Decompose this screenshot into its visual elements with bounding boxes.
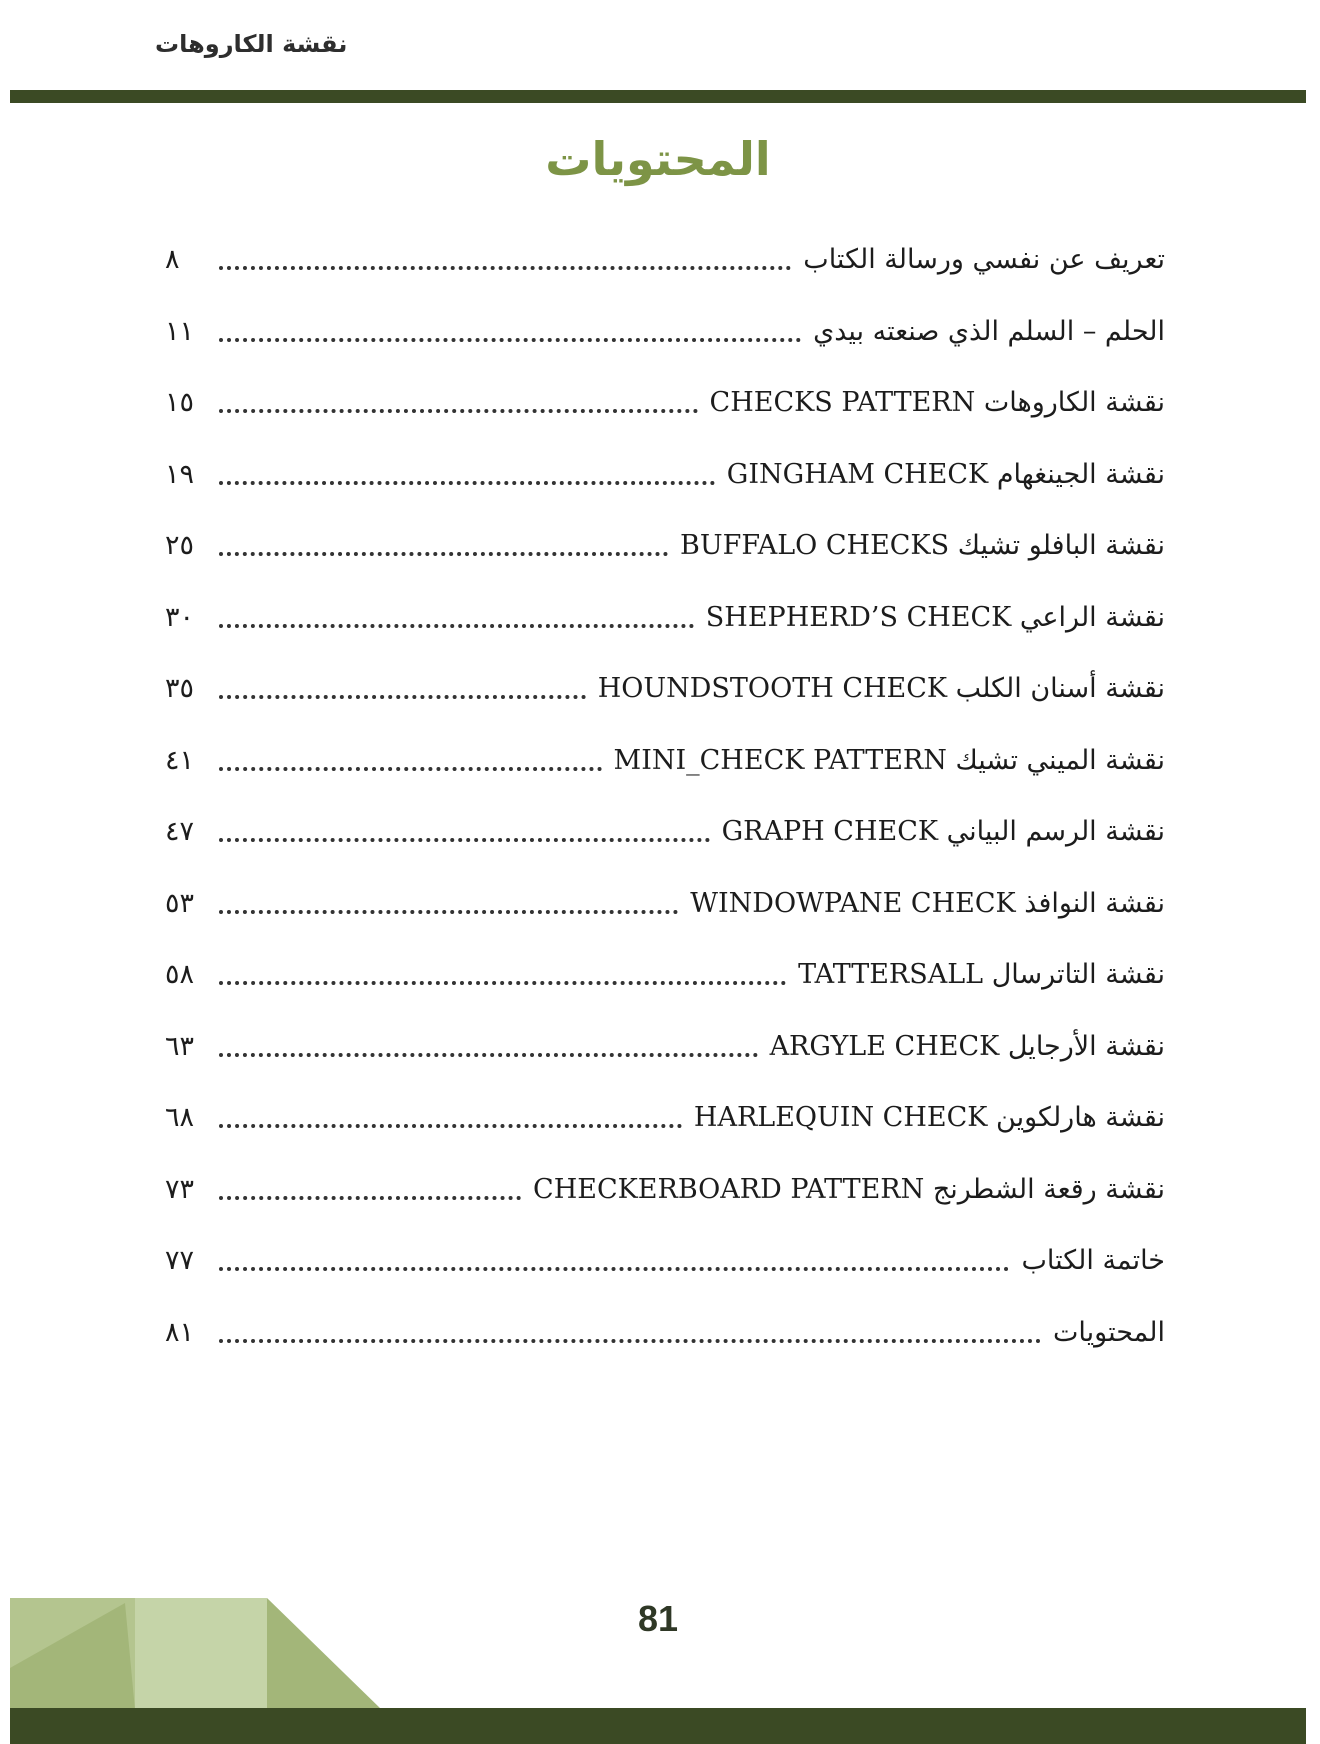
toc-entry-title: نقشة التاترسال TATTERSALL [798,959,1165,990]
toc-entry-page: ١٩ [165,458,195,490]
toc-entry[interactable] [165,1241,1165,1313]
toc-leader-dots [219,1098,682,1128]
toc-entry-page: ٧٣ [165,1173,195,1205]
toc-leader-dots [219,240,791,270]
toc-entry-page: ٧٧ [165,1245,195,1276]
toc-entry-page: ٥٨ [165,959,195,990]
toc-leader-dots [219,526,668,556]
toc-entry-title: تعريف عن نفسي ورسالة الكتاب [803,244,1165,275]
page-title: المحتويات [545,132,771,186]
toc-leader-dots [219,1313,1041,1343]
toc-entry-title: نقشة البافلو تشيك BUFFALO CHECKS [680,530,1165,561]
toc-leader-dots [219,312,801,342]
toc-entry-page: ٥٣ [165,887,195,919]
toc-entry-page: ٦٨ [165,1102,195,1133]
toc-entry[interactable] [165,1027,1165,1099]
toc-entry-page: ٦٣ [165,1030,195,1062]
toc-entry-title: نقشة أسنان الكلب HOUNDSTOOTH CHECK [597,673,1165,704]
toc-entry[interactable] [165,884,1165,956]
book-page [10,0,1306,1744]
running-header: نقشة الكاروهات [155,30,348,58]
toc-entry-title: المحتويات [1052,1316,1165,1348]
toc-leader-dots [219,669,586,699]
toc-entry[interactable] [165,383,1165,455]
toc-entry-page: ٤١ [165,744,195,776]
toc-leader-dots [219,383,698,413]
table-of-contents [165,240,1165,1384]
toc-entry[interactable] [165,312,1165,384]
toc-entry[interactable] [165,526,1165,598]
toc-entry-title: خاتمة الكتاب [1021,1245,1165,1276]
toc-entry-title: نقشة الأرجايل ARGYLE CHECK [769,1030,1165,1062]
toc-entry-title: نقشة هارلكوين HARLEQUIN CHECK [693,1102,1165,1133]
toc-entry-title: نقشة رقعة الشطرنج CHECKERBOARD PATTERN [533,1173,1165,1205]
toc-entry-title: نقشة الكاروهات CHECKS PATTERN [709,387,1165,418]
toc-entry-page: ٨ [165,244,180,275]
toc-entry-page: ٢٥ [165,530,195,561]
header-rule [10,90,1306,103]
toc-leader-dots [219,955,786,985]
toc-leader-dots [219,1241,1009,1271]
toc-entry-page: ٣٥ [165,673,195,704]
toc-entry-page: ٤٧ [165,816,195,847]
toc-entry[interactable] [165,955,1165,1027]
toc-entry[interactable] [165,598,1165,670]
toc-leader-dots [219,741,602,771]
toc-entry[interactable] [165,455,1165,527]
toc-entry-title: نقشة الرسم البياني GRAPH CHECK [721,816,1165,847]
toc-entry[interactable] [165,1313,1165,1385]
toc-leader-dots [219,1170,521,1200]
toc-entry-page: ٨١ [165,1316,195,1348]
toc-entry-title: نقشة الميني تشيك MINI_CHECK PATTERN [613,744,1165,776]
toc-leader-dots [219,598,694,628]
toc-entry-page: ٣٠ [165,601,195,633]
toc-leader-dots [219,884,678,914]
toc-entry-title: نقشة النوافذ WINDOWPANE CHECK [690,887,1165,919]
toc-entry[interactable] [165,1098,1165,1170]
toc-entry-title: نقشة الراعي SHEPHERD’S CHECK [705,601,1165,633]
toc-entry[interactable] [165,812,1165,884]
toc-entry-title: الحلم – السلم الذي صنعته بيدي [813,315,1165,347]
toc-entry-page: ١١ [165,315,195,347]
toc-entry[interactable] [165,741,1165,813]
toc-leader-dots [219,455,715,485]
toc-leader-dots [219,812,710,842]
toc-entry-title: نقشة الجينغهام GINGHAM CHECK [726,458,1165,490]
footer-bar [10,1708,1306,1744]
toc-entry[interactable] [165,1170,1165,1242]
toc-entry-page: ١٥ [165,387,195,418]
toc-entry[interactable] [165,240,1165,312]
toc-leader-dots [219,1027,758,1057]
page-number: 81 [637,1598,679,1639]
toc-entry[interactable] [165,669,1165,741]
